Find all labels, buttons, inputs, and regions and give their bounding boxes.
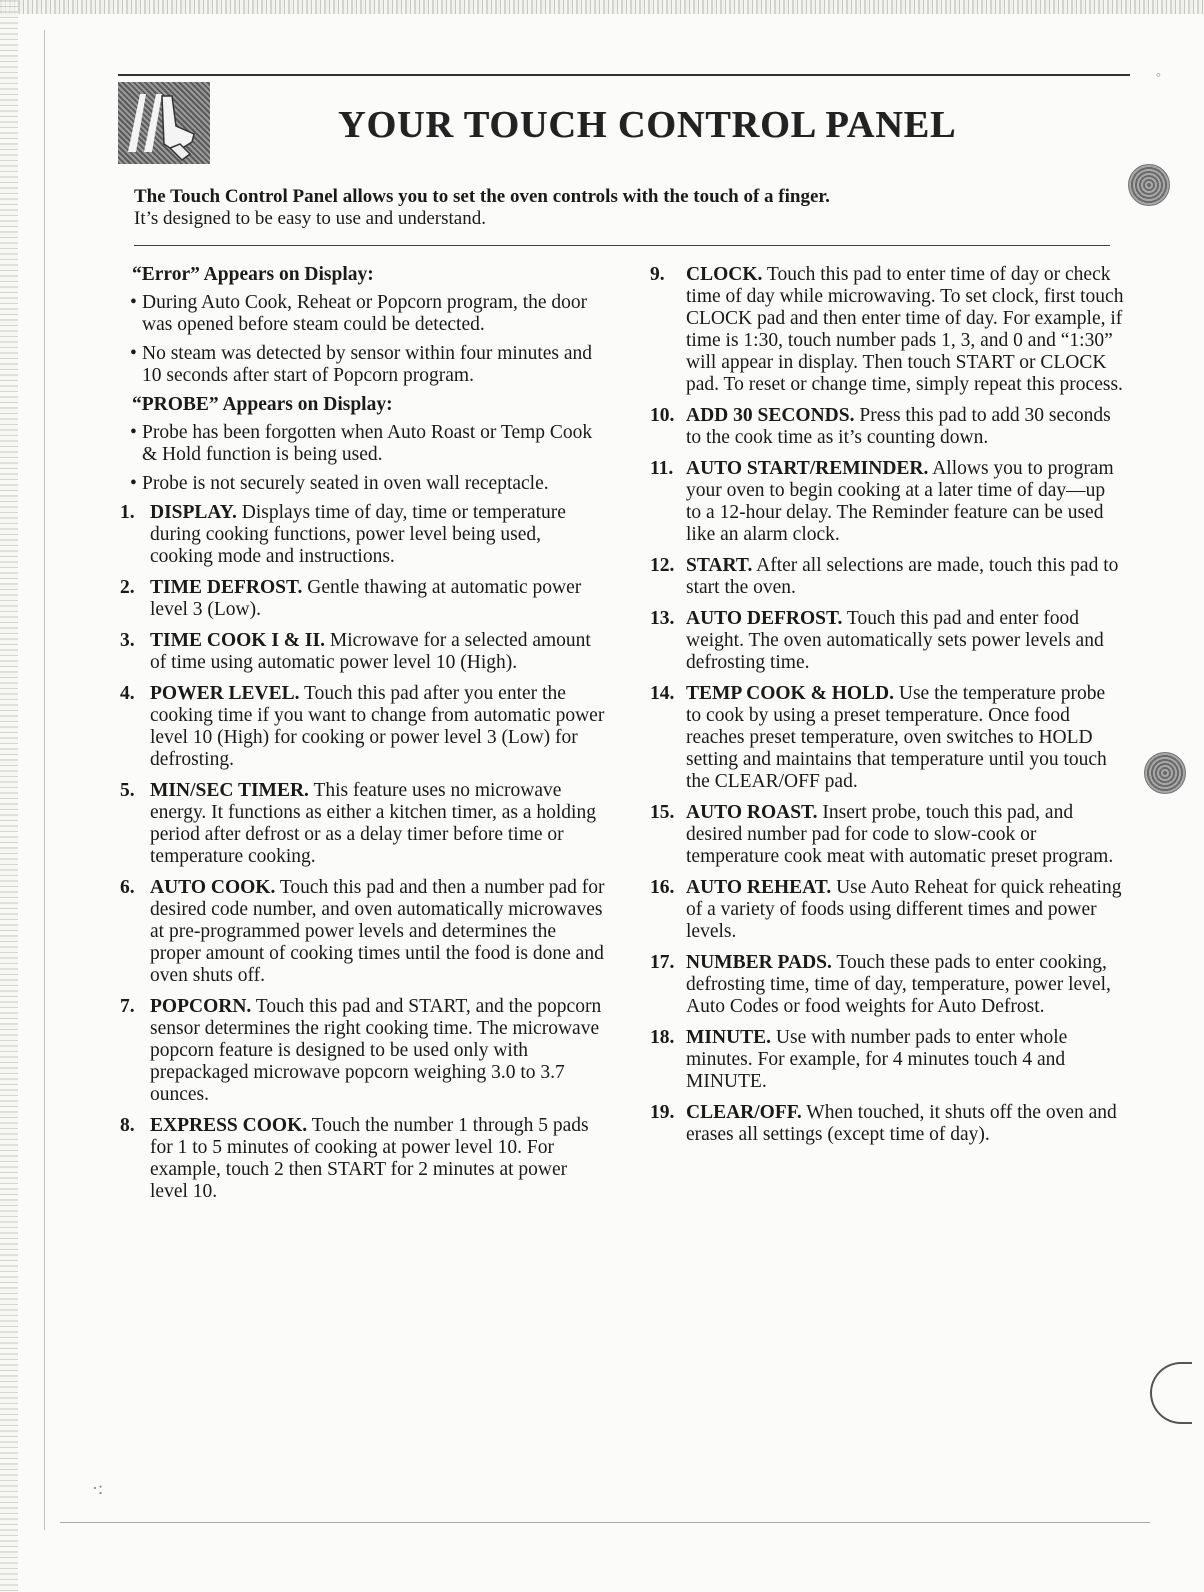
item-description: Touch this pad to enter time of day or check time of day while microwaving. To set clock, first touch CLOCK pad and then enter time of day. For example, if time is 1:30, touch number pads 1, 3, and 0 and “1:30” will appear in display. Then touch START or CLOCK pad. To reset or change time, simply repeat this process.	[686, 264, 1124, 395]
item-description: Insert probe, touch this pad, and desired number pad for code to slow-cook or temperature cook meat with automatic preset program.	[686, 802, 1114, 867]
item-description: Touch this pad after you enter the cooking time if you want to change from automatic power level 10 (High) for cooking or power level 3 (Low) for defrosting.	[150, 683, 605, 770]
binder-hole-marker	[1144, 752, 1186, 794]
bullet-item	[108, 343, 608, 387]
right-column	[650, 264, 1125, 1155]
item-number: 13.	[650, 608, 675, 629]
scan-speck: ·:	[92, 1478, 103, 1498]
bullet-mark: •	[130, 292, 137, 313]
item-number: 14.	[650, 683, 675, 704]
item-term: MIN/SEC TIMER.	[150, 780, 309, 801]
scan-artifact-left	[0, 0, 18, 1592]
item-term: TIME DEFROST.	[150, 577, 303, 598]
control-item	[108, 630, 608, 674]
item-number: 2.	[120, 577, 135, 598]
item-term: AUTO ROAST.	[686, 802, 818, 823]
item-number: 10.	[650, 405, 675, 426]
item-description: Displays time of day, time or temperature during cooking functions, power level being used, cooking mode and instructions.	[150, 502, 566, 567]
control-item	[650, 555, 1125, 599]
control-item	[108, 577, 608, 621]
item-term: START.	[686, 555, 753, 576]
item-description: Use Auto Reheat for quick reheating of a variety of foods using different times and power levels.	[686, 877, 1122, 942]
page-edge-line	[44, 30, 45, 1530]
item-term: POPCORN.	[150, 996, 252, 1017]
control-item	[650, 1027, 1125, 1093]
item-term: POWER LEVEL.	[150, 683, 300, 704]
item-term: TEMP COOK & HOLD.	[686, 683, 895, 704]
bullet-item	[108, 292, 608, 336]
bullet-mark: •	[130, 343, 137, 364]
item-number: 3.	[120, 630, 135, 651]
item-description: Microwave for a selected amount of time using automatic power level 10 (High).	[150, 630, 591, 673]
item-term: AUTO DEFROST.	[686, 608, 843, 629]
section-rule	[134, 245, 1110, 246]
error-heading: “Error” Appears on Display:	[132, 264, 374, 285]
control-list-left	[108, 502, 608, 1203]
bullet-text: No steam was detected by sensor within four minutes and 10 seconds after start of Popcorn program.	[142, 343, 593, 386]
item-number: 17.	[650, 952, 675, 973]
item-description: Use with number pads to enter whole minutes. For example, for 4 minutes touch 4 and MINUTE.	[686, 1027, 1068, 1092]
item-term: CLOCK.	[686, 264, 763, 285]
left-column	[108, 264, 608, 1212]
item-number: 11.	[650, 458, 674, 479]
error-bullet-list	[108, 292, 608, 387]
item-number: 8.	[120, 1115, 135, 1136]
binder-hole-marker	[1128, 164, 1170, 206]
bullet-item	[108, 422, 608, 466]
page-title: YOUR TOUCH CONTROL PANEL	[338, 104, 957, 146]
item-number: 6.	[120, 877, 135, 898]
item-term: AUTO COOK.	[150, 877, 276, 898]
item-term: MINUTE.	[686, 1027, 772, 1048]
item-term: AUTO START/REMINDER.	[686, 458, 929, 479]
item-description: Touch this pad and enter food weight. The oven automatically sets power levels and defrosting time.	[686, 608, 1104, 673]
control-item	[108, 1115, 608, 1203]
item-description: This feature uses no microwave energy. It functions as either a kitchen timer, as a holding period after defrost or as a delay timer before time or temperature cooking.	[150, 780, 596, 867]
probe-bullet-list	[108, 422, 608, 495]
intro-bold-text: The Touch Control Panel allows you to set the oven controls with the touch of a finger.	[134, 186, 830, 207]
item-number: 15.	[650, 802, 675, 823]
control-list-right	[650, 264, 1125, 1146]
item-number: 16.	[650, 877, 675, 898]
item-number: 7.	[120, 996, 135, 1017]
bullet-text: During Auto Cook, Reheat or Popcorn program, the door was opened before steam could be detected.	[142, 292, 588, 335]
bullet-item	[108, 473, 608, 495]
item-number: 12.	[650, 555, 675, 576]
control-item	[650, 1102, 1125, 1146]
control-item	[650, 877, 1125, 943]
control-item	[108, 996, 608, 1106]
control-item	[650, 802, 1125, 868]
item-term: ADD 30 SECONDS.	[686, 405, 855, 426]
control-item	[108, 683, 608, 771]
scan-artifact-top	[0, 0, 1204, 14]
control-item	[650, 264, 1125, 396]
probe-heading: “PROBE” Appears on Display:	[132, 394, 393, 415]
bullet-text: Probe is not securely seated in oven wall receptacle.	[142, 473, 549, 494]
item-number: 4.	[120, 683, 135, 704]
bullet-mark: •	[130, 422, 137, 443]
control-item	[650, 683, 1125, 793]
item-number: 1.	[120, 502, 135, 523]
binder-ring-mark	[1150, 1362, 1192, 1424]
item-term: TIME COOK I & II.	[150, 630, 325, 651]
item-number: 9.	[650, 264, 665, 285]
item-description: Touch these pads to enter cooking, defrosting time, time of day, temperature, power level, Auto Codes or food weights for Auto Defrost.	[686, 952, 1111, 1017]
item-term: EXPRESS COOK.	[150, 1115, 308, 1136]
control-item	[650, 608, 1125, 674]
scan-speck: °	[1156, 70, 1161, 84]
control-item	[108, 502, 608, 568]
control-item	[108, 877, 608, 987]
item-description: Touch this pad and START, and the popcorn sensor determines the right cooking time. The microwave popcorn feature is designed to be used only with prepackaged microwave popcorn weighing 3.0 to 3.7 ounces.	[150, 996, 602, 1105]
intro-text: It’s designed to be easy to use and understand.	[134, 208, 486, 229]
item-description: Use the temperature probe to cook by using a preset temperature. Once food reaches preset temperature, oven switches to HOLD setting and maintains that temperature until you touch the CLEAR/OFF pad.	[686, 683, 1107, 792]
control-item	[108, 780, 608, 868]
control-item	[650, 952, 1125, 1018]
item-description: Allows you to program your oven to begin cooking at a later time of day—up to a 12-hour delay. The Reminder feature can be used like an alarm clock.	[686, 458, 1114, 545]
item-description: Gentle thawing at automatic power level 3 (Low).	[150, 577, 582, 620]
item-description: Touch this pad and then a number pad for desired code number, and oven automatically microwaves at pre-programmed power levels and determines the proper amount of cooking times until the food is done and oven shuts off.	[150, 877, 605, 986]
header-rule	[118, 74, 1130, 76]
item-description: When touched, it shuts off the oven and erases all settings (except time of day).	[686, 1102, 1117, 1145]
intro-paragraph	[134, 186, 854, 230]
bullet-mark: •	[130, 473, 137, 494]
control-item	[650, 405, 1125, 449]
footer-rule	[60, 1522, 1150, 1523]
hand-pointer-icon	[118, 82, 210, 164]
item-description: Press this pad to add 30 seconds to the cook time as it’s counting down.	[686, 405, 1111, 448]
item-description: Touch the number 1 through 5 pads for 1 to 5 minutes of cooking at power level 10. For example, touch 2 then START for 2 minutes at power level 10.	[150, 1115, 589, 1202]
control-item	[650, 458, 1125, 546]
item-description: After all selections are made, touch this pad to start the oven.	[686, 555, 1119, 598]
item-term: NUMBER PADS.	[686, 952, 832, 973]
item-number: 18.	[650, 1027, 675, 1048]
bullet-text: Probe has been forgotten when Auto Roast or Temp Cook & Hold function is being used.	[142, 422, 593, 465]
item-term: DISPLAY.	[150, 502, 237, 523]
item-term: AUTO REHEAT.	[686, 877, 832, 898]
item-number: 19.	[650, 1102, 675, 1123]
item-term: CLEAR/OFF.	[686, 1102, 802, 1123]
item-number: 5.	[120, 780, 135, 801]
